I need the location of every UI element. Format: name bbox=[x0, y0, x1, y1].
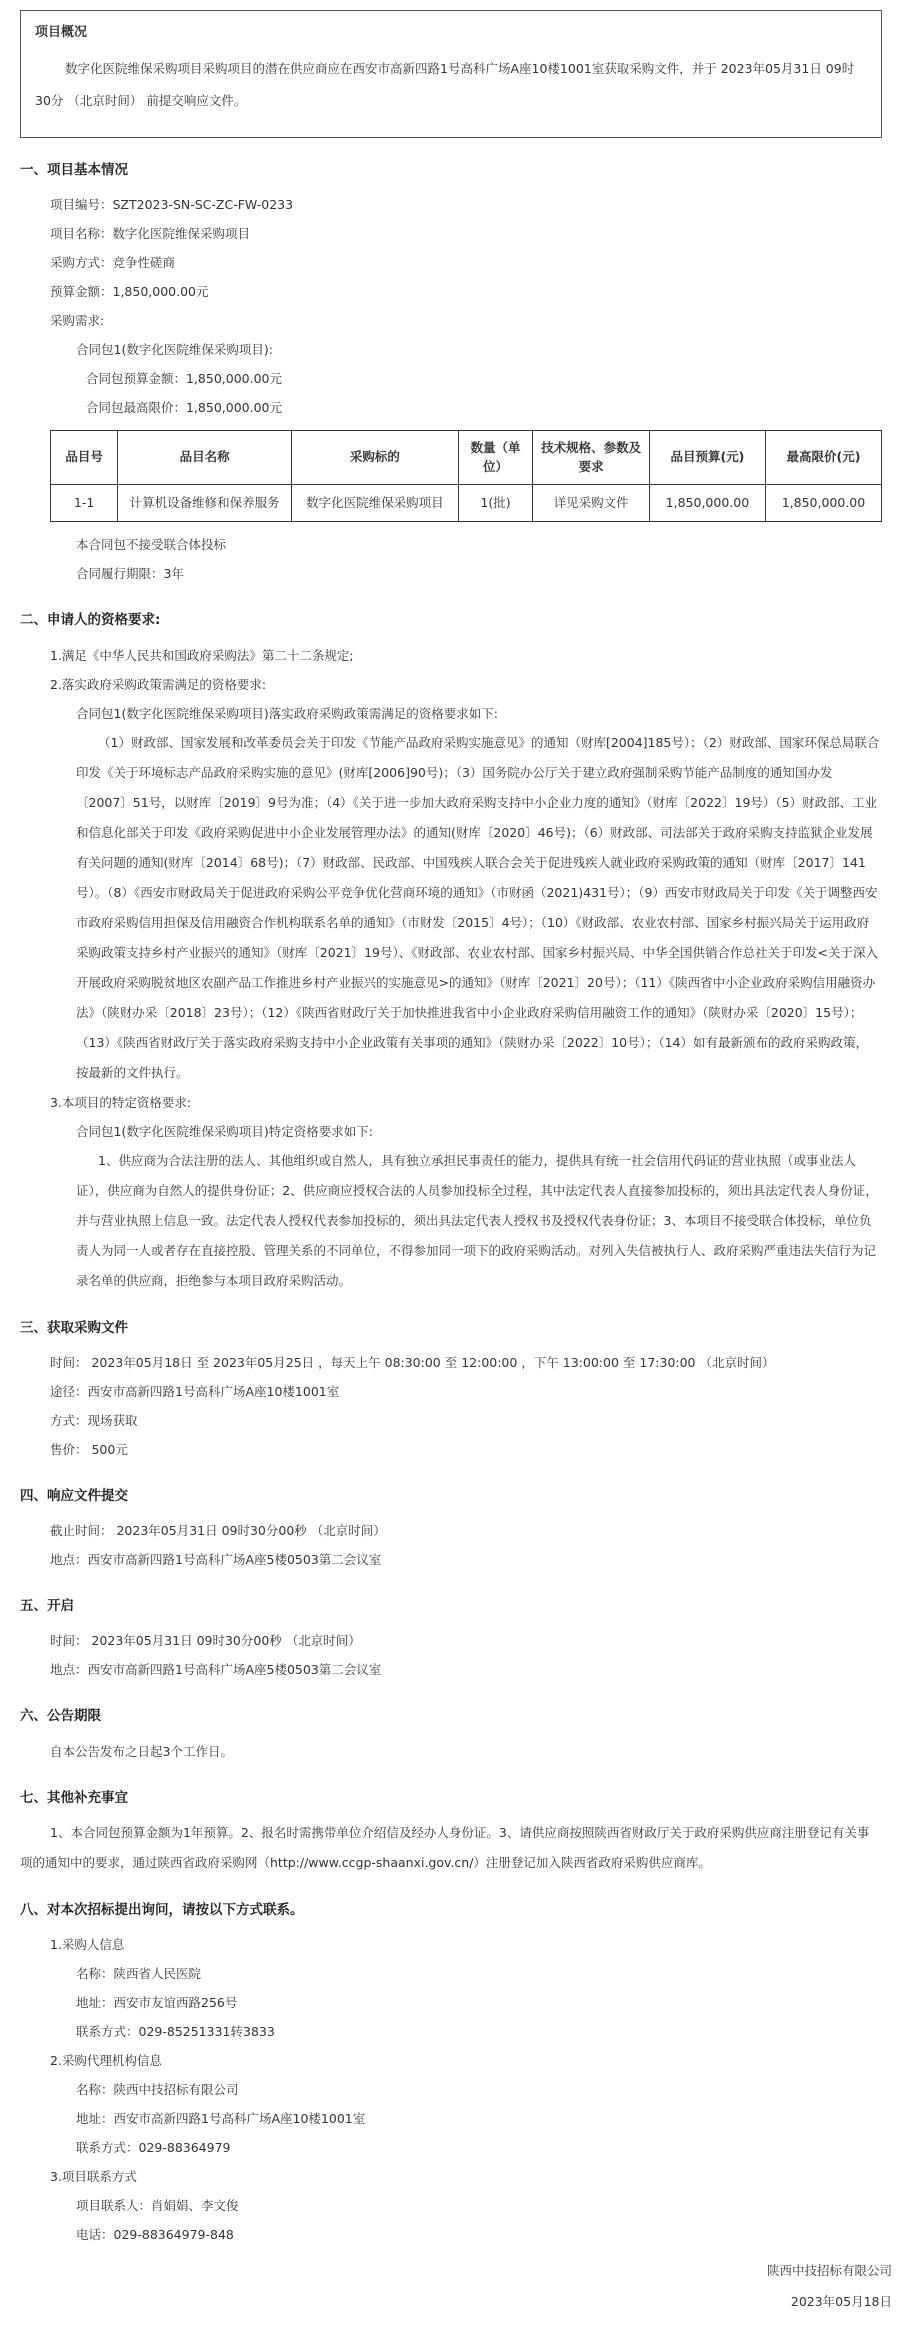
section-opening-title: 五、开启 bbox=[20, 1598, 74, 1614]
table-cell: 1(批) bbox=[458, 485, 533, 522]
qualification-item-3: 3.本项目的特定资格要求: bbox=[50, 1094, 192, 1110]
project-number: 项目编号：SZT2023-SN-SC-ZC-FW-0233 bbox=[50, 196, 294, 212]
project-overview-box bbox=[20, 10, 882, 138]
opening-time: 时间： 2023年05月31日 09时30分00秒 （北京时间） bbox=[50, 1633, 361, 1649]
obtain-time: 时间： 2023年05月18日 至 2023年05月25日 ，每天上午 08:30:00 至 12:00:00 ，下午 13:00:00 至 17:30:00 （北京时间） bbox=[50, 1354, 775, 1370]
table-cell: 详见采购文件 bbox=[533, 485, 650, 522]
project-name: 项目名称：数字化医院维保采购项目 bbox=[50, 225, 251, 241]
overview-body: 数字化医院维保采购项目采购项目的潜在供应商应在西安市高新四路1号高科广场A座10楼1001室获取采购文件，并于 2023年05月31日 09时30分 （北京时间） 前提交响应文件。 bbox=[35, 60, 855, 108]
section-contact-title: 八、对本次招标提出询问，请按以下方式联系。 bbox=[20, 1901, 304, 1918]
opening-place: 地点：西安市高新四路1号高科广场A座5楼0503第二会议室 bbox=[50, 1662, 382, 1678]
package-max-price: 合同包最高限价：1,850,000.00元 bbox=[86, 399, 282, 415]
table-cell: 1,850,000.00 bbox=[649, 485, 765, 522]
signature-org: 陕西中技招标有限公司 bbox=[766, 2263, 892, 2278]
qualification-item-2-package: 合同包1(数字化医院维保采购项目)落实政府采购政策需满足的资格要求如下: bbox=[76, 705, 498, 721]
col-header: 采购标的 bbox=[292, 430, 459, 485]
project-contact-phone: 电话：029-88364979-848 bbox=[76, 2227, 234, 2242]
obtain-price: 售价： 500元 bbox=[50, 1441, 128, 1457]
qualification-item-3-package: 合同包1(数字化医院维保采购项目)特定资格要求如下: bbox=[76, 1123, 373, 1139]
obtain-place: 途径：西安市高新四路1号高科广场A座10楼1001室 bbox=[50, 1383, 340, 1399]
section-qualification-title: 二、申请人的资格要求: bbox=[20, 612, 161, 629]
package-budget: 合同包预算金额：1,850,000.00元 bbox=[86, 370, 282, 386]
table-cell: 数字化医院维保采购项目 bbox=[292, 485, 459, 522]
submission-place: 地点：西安市高新四路1号高科广场A座5楼0503第二会议室 bbox=[50, 1552, 382, 1567]
col-header: 品目名称 bbox=[118, 430, 292, 485]
no-consortium-note: 本合同包不接受联合体投标 bbox=[76, 537, 227, 553]
table-cell: 1,850,000.00 bbox=[765, 485, 881, 522]
agency-address: 地址：西安市高新四路1号高科广场A座10楼1001室 bbox=[76, 2111, 366, 2126]
obtain-way: 方式：现场获取 bbox=[50, 1412, 138, 1428]
special-requirements-body: 1、供应商为合法注册的法人、其他组织或自然人，具有独立承担民事责任的能力，提供具有统一社会信用代码证的营业执照（或事业法人证），供应商为自然人的提供身份证；2、供应商应授权合法的人员参加投标全过程，其中法定代表人直接参加投标的，须出具法定代表人身份证，并与营业执照上信息一致。法定代表人授权代表参加投标的，须出具法定代表人授权书及授权代表身份证；3、本项目不接受联合体投标，单位负责人为同一人或者存在直接控股、管理关系的不同单位，不得参加同一项下的政府采购活动。对列入失信被执行人、政府采购严重违法失信行为记录名单的供应商，拒绝参与本项目政府采购活动。 bbox=[76, 1152, 878, 1288]
signature-block bbox=[20, 2255, 900, 2317]
section-obtain-docs-title: 三、获取采购文件 bbox=[20, 1319, 128, 1336]
col-header: 技术规格、参数及要求 bbox=[533, 430, 650, 485]
other-matters-body: 1、本合同包预算金额为1年预算。2、报名时需携带单位介绍信及经办人身份证。3、请供应商按照陕西省财政厅关于政府采购供应商注册登记有关事项的通知中的要求，通过陕西省政府采购网（http://www.ccgp-shaanxi.gov.cn/）注册登记加入陕西省政府采购供应商库。 bbox=[20, 1824, 870, 1870]
section-submission-title: 四、响应文件提交 bbox=[20, 1487, 128, 1504]
agency-phone: 联系方式：029-88364979 bbox=[76, 2140, 231, 2155]
col-header: 品目号 bbox=[51, 430, 118, 485]
table-row bbox=[51, 485, 882, 522]
table-cell: 计算机设备维修和保养服务 bbox=[118, 485, 292, 522]
project-contact-people: 项目联系人：肖娟娟、李文俊 bbox=[76, 2198, 239, 2213]
section-other-matters-title: 七、其他补充事宜 bbox=[20, 1789, 128, 1806]
agency-info-title: 2.采购代理机构信息 bbox=[50, 2053, 162, 2068]
table-cell: 1-1 bbox=[51, 485, 118, 522]
purchaser-address: 地址：西安市友谊西路256号 bbox=[76, 1995, 238, 2010]
col-header: 品目预算(元) bbox=[649, 430, 765, 485]
purchaser-info-title: 1.采购人信息 bbox=[50, 1937, 125, 1952]
package-title: 合同包1(数字化医院维保采购项目): bbox=[76, 341, 273, 357]
table-header-row bbox=[51, 430, 882, 485]
contract-period: 合同履行期限：3年 bbox=[76, 566, 184, 582]
procurement-method: 采购方式：竞争性磋商 bbox=[50, 254, 176, 270]
qualification-item-1: 1.满足《中华人民共和国政府采购法》第二十二条规定; bbox=[50, 647, 354, 663]
submission-deadline: 截止时间： 2023年05月31日 09时30分00秒 （北京时间） bbox=[50, 1523, 386, 1538]
col-header: 最高限价(元) bbox=[765, 430, 881, 485]
budget-amount: 预算金额：1,850,000.00元 bbox=[50, 283, 209, 299]
purchaser-phone: 联系方式：029-85251331转3833 bbox=[76, 2024, 275, 2039]
col-header: 数量（单位） bbox=[458, 430, 533, 485]
agency-name: 名称：陕西中技招标有限公司 bbox=[76, 2082, 239, 2097]
project-contact-title: 3.项目联系方式 bbox=[50, 2169, 137, 2184]
qualification-item-2: 2.落实政府采购政策需满足的资格要求: bbox=[50, 676, 267, 692]
items-table bbox=[50, 430, 882, 523]
policy-requirements-body: （1）财政部、国家发展和改革委员会关于印发《节能产品政府采购实施意见》的通知（财库[2004]185号）；（2）财政部、国家环保总局联合印发《关于环境标志产品政府采购实施的意见》(财库[2006]90号)；（3）国务院办公厅关于建立政府强制采购节能产品制度的通知国办发〔2007〕51号，以财库〔2019〕9号为准；（4）《关于进一步加大政府采购支持中小企业力度的通知》（财库〔2022〕19号）（5）财政部、工业和信息化部关于印发《政府采购促进中小企业发展管理办法》的通知(财库〔2020〕46号)；（6）财政部、司法部关于政府采购支持监狱企业发展有关问题的通知(财库〔2014〕68号)；（7）财政部、民政部、中国残疾人联合会关于促进残疾人就业政府采购政策的通知（财库〔2017〕141号）。（8）《西安市财政局关于促进政府采购公平竞争优化营商环境的通知》（市财函（2021)431号）；（9）西安市财政局关于印发《关于调整西安市政府采购信用担保及信用融资合作机构联系名单的通知》（市财发〔2015〕4号）；（10）《财政部、农业农村部、国家乡村振兴局关于运用政府采购政策支持乡村产业振兴的通知》（财库〔2021〕19号）、《财政部、农业农村部、国家乡村振兴局、中华全国供销合作总社关于印发<关于深入开展政府采购脱贫地区农副产品工作推进乡村产业振兴的实施意见>的通知》（财库〔2021〕20号）；（11）《陕西省中小企业政府采购信用融资办法》（陕财办采〔2018〕23号）；（12）《陕西省财政厅关于加快推进我省中小企业政府采购信用融资工作的通知》（陕财办采〔2020〕15号）；（13）《陕西省财政厅关于落实政府采购支持中小企业政策有关事项的通知》（陕财办采〔2022〕10号）；（14）如有最新颁布的政府采购政策，按最新的文件执行。 bbox=[76, 734, 880, 1080]
purchaser-name: 名称：陕西省人民医院 bbox=[76, 1966, 202, 1981]
notice-period: 自本公告发布之日起3个工作日。 bbox=[50, 1743, 233, 1759]
section-notice-period-title: 六、公告期限 bbox=[20, 1708, 101, 1725]
overview-title: 项目概况 bbox=[35, 25, 88, 40]
procurement-demand: 采购需求: bbox=[50, 312, 105, 328]
section-basic-info-title: 一、项目基本情况 bbox=[20, 161, 128, 178]
signature-date: 2023年05月18日 bbox=[790, 2294, 892, 2309]
